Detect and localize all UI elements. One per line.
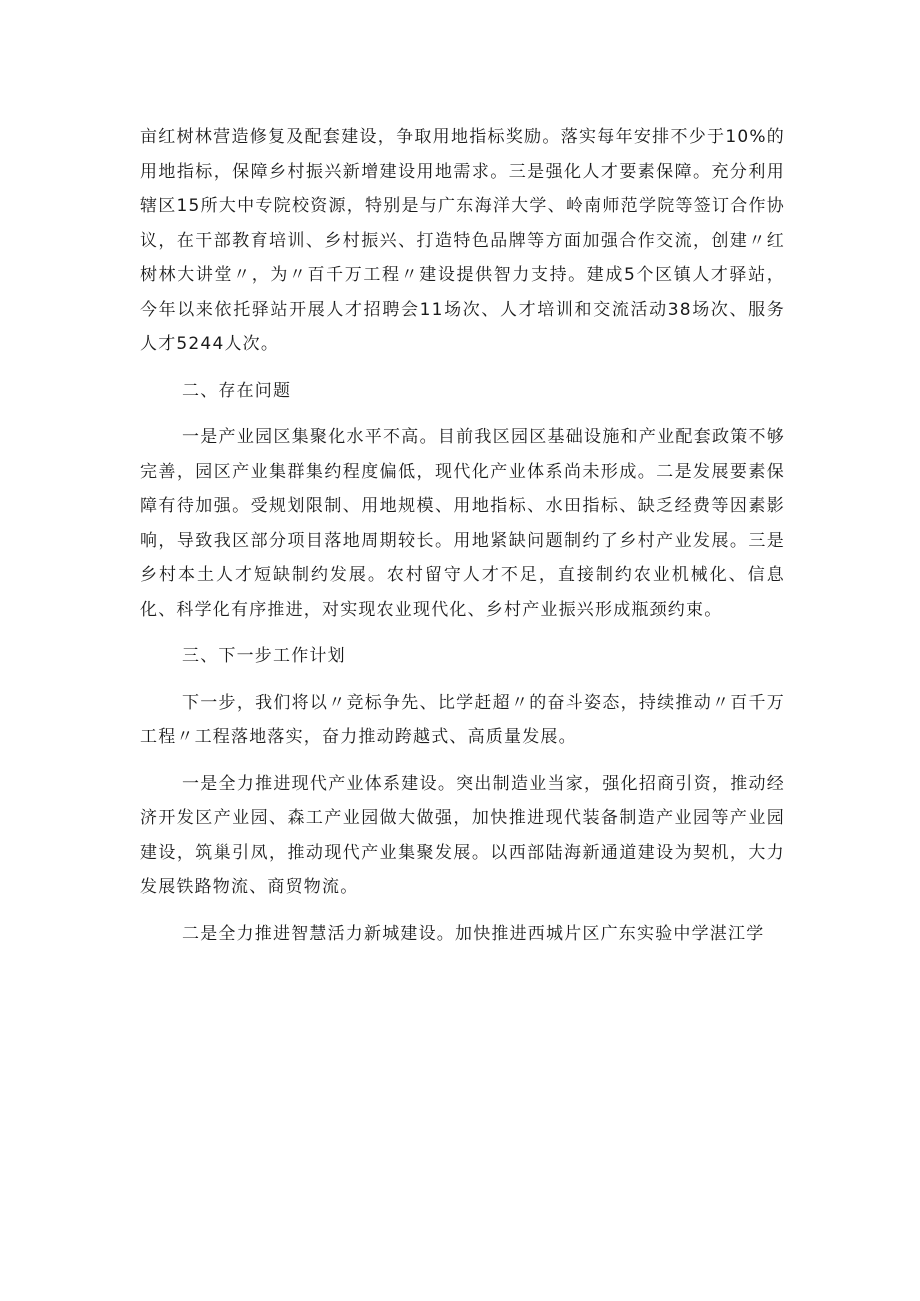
paragraph-plan-industry: 一是全力推进现代产业体系建设。突出制造业当家，强化招商引资，推动经济开发区产业园、森工产业园做大做强，加快推进现代装备制造产业园等产业园建设，筑巢引凤，推动现代产业集聚发展。以西部陆海新通道建设为契机，大力发展铁路物流、商贸物流。 bbox=[140, 773, 785, 897]
document-body bbox=[140, 120, 785, 951]
section-heading-next-plan: 三、下一步工作计划 bbox=[182, 646, 346, 666]
paragraph-gap bbox=[140, 627, 785, 639]
paragraph-problems: 一是产业园区集聚化水平不高。目前我区园区基础设施和产业配套政策不够完善，园区产业集群集约程度偏低，现代化产业体系尚未形成。二是发展要素保障有待加强。受规划限制、用地规模、用地指标、水田指标、缺乏经费等因素影响，导致我区部分项目落地周期较长。用地紧缺问题制约了乡村产业发展。三是乡村本土人才短缺制约发展。农村留守人才不足，直接制约农业机械化、信息化、科学化有序推进，对实现农业现代化、乡村产业振兴形成瓶颈约束。 bbox=[140, 427, 785, 620]
section-heading-problems: 二、存在问题 bbox=[182, 380, 292, 401]
paragraph-continuation: 亩红树林营造修复及配套建设，争取用地指标奖励。落实每年安排不少于10%的用地指标，保障乡村振兴新增建设用地需求。三是强化人才要素保障。充分利用辖区15所大中专院校资源，特别是与广东海洋大学、岭南师范学院等签订合作协议，在干部教育培训、乡村振兴、打造特色品牌等方面加强合作交流，创建〃红树林大讲堂〃，为〃百千万工程〃建设提供智力支持。建成5个区镇人才驿站，今年以来依托驿站开展人才招聘会11场次、人才培训和交流活动38场次、服务人才5244人次。 bbox=[140, 127, 785, 354]
paragraph-gap bbox=[140, 408, 785, 420]
paragraph-gap bbox=[140, 755, 785, 767]
paragraph-gap bbox=[140, 362, 785, 374]
paragraph-gap bbox=[140, 674, 785, 686]
paragraph-plan-city: 二是全力推进智慧活力新城建设。加快推进西城片区广东实验中学湛江学 bbox=[182, 923, 765, 944]
paragraph-gap bbox=[140, 905, 785, 917]
paragraph-next-step: 下一步，我们将以〃竞标争先、比学赶超〃的奋斗姿态，持续推动〃百千万工程〃工程落地落实，奋力推动跨越式、高质量发展。 bbox=[140, 692, 785, 747]
